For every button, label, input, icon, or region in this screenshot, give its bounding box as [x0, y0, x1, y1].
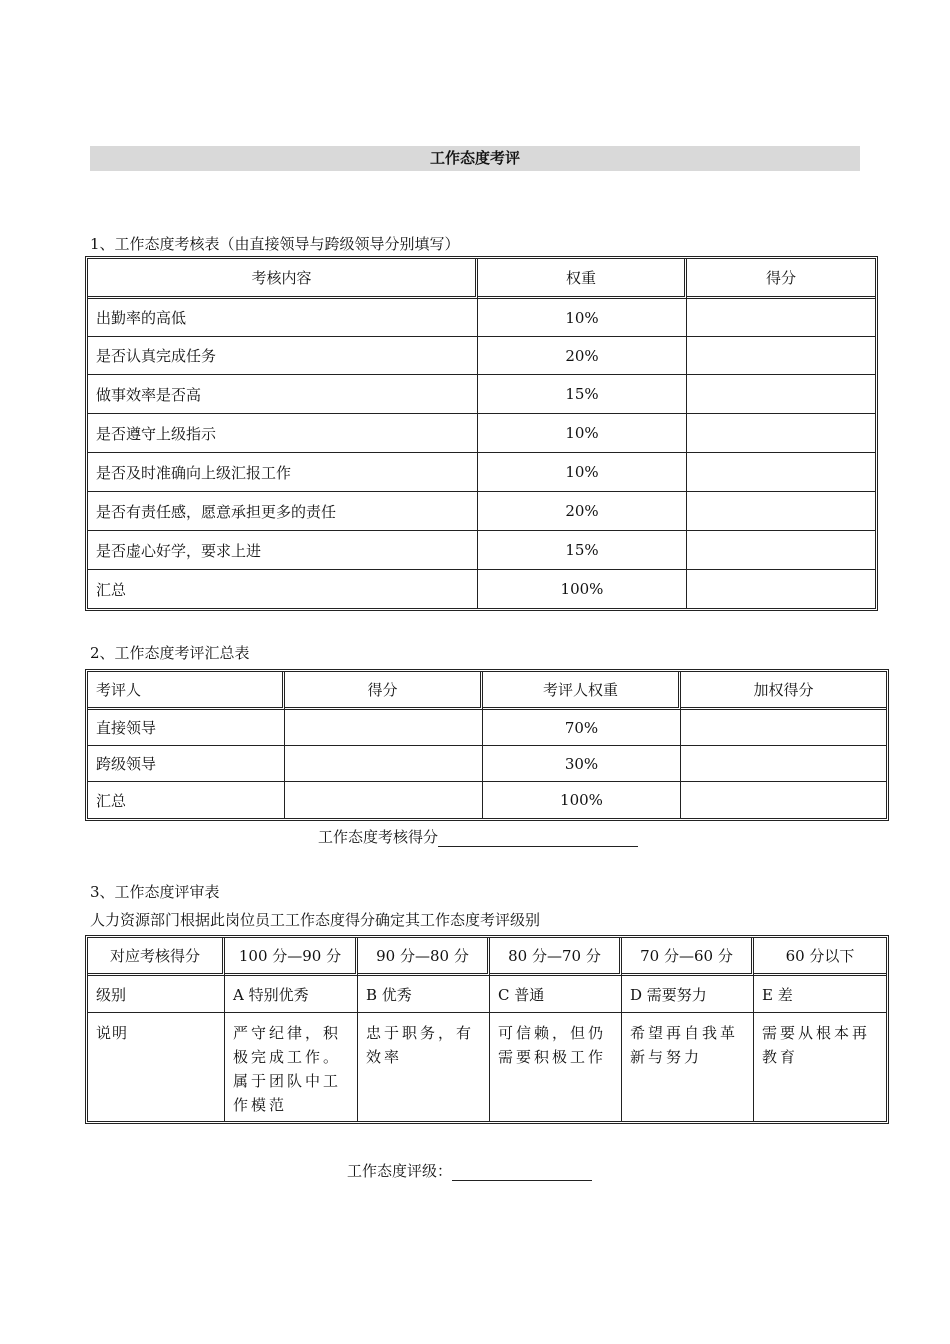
- header-evaluator: 考评人: [88, 672, 285, 710]
- score-cell[interactable]: [687, 299, 875, 337]
- evaluator-name: 跨级领导: [88, 746, 285, 782]
- evaluator-name: 直接领导: [88, 710, 285, 746]
- row-label-description: 说明: [88, 1013, 225, 1121]
- evaluator-name: 汇总: [88, 782, 285, 818]
- attitude-score-line: [318, 827, 638, 847]
- table-header-row: [88, 672, 886, 710]
- attitude-rating-line: [347, 1161, 592, 1181]
- description-cell: 严守纪律，积极完成工作。属于团队中工作模范: [225, 1013, 358, 1121]
- score-cell[interactable]: [285, 710, 483, 746]
- table-row: [88, 299, 875, 337]
- attitude-rating-label: 工作态度评级：: [347, 1162, 453, 1180]
- row-label-level: 级别: [88, 976, 225, 1013]
- section2-heading: 2、工作态度考评汇总表: [90, 644, 250, 662]
- level-cell: D 需要努力: [622, 976, 754, 1013]
- assessment-item: 做事效率是否高: [88, 375, 478, 414]
- header-score: 得分: [687, 259, 875, 299]
- score-range: 100 分—90 分: [225, 938, 358, 976]
- assessment-item: 汇总: [88, 570, 478, 608]
- table-row: [88, 375, 875, 414]
- assessment-item: 出勤率的高低: [88, 299, 478, 337]
- score-cell[interactable]: [687, 337, 875, 375]
- row-label-score-range: 对应考核得分: [88, 938, 225, 976]
- table-row: [88, 337, 875, 375]
- assessment-weight: 15%: [478, 531, 687, 570]
- section1-heading: 1、工作态度考核表（由直接领导与跨级领导分别填写）: [90, 235, 460, 253]
- header-weight: 权重: [478, 259, 687, 299]
- score-cell[interactable]: [687, 531, 875, 570]
- table-header-row: [88, 938, 886, 976]
- attitude-rating-input[interactable]: [452, 1162, 592, 1181]
- table-row: [88, 492, 875, 531]
- level-cell: A 特别优秀: [225, 976, 358, 1013]
- assessment-weight: 20%: [478, 492, 687, 531]
- assessment-weight: 10%: [478, 299, 687, 337]
- table-row: [88, 531, 875, 570]
- score-range: 60 分以下: [754, 938, 886, 976]
- score-cell[interactable]: [687, 492, 875, 531]
- score-cell[interactable]: [687, 570, 875, 608]
- table-header-row: [88, 259, 875, 299]
- assessment-item: 是否有责任感，愿意承担更多的责任: [88, 492, 478, 531]
- assessment-weight: 20%: [478, 337, 687, 375]
- assessment-weight: 100%: [478, 570, 687, 608]
- description-cell: 希望再自我革新与努力: [622, 1013, 754, 1121]
- weighted-score-cell[interactable]: [681, 782, 886, 818]
- score-cell[interactable]: [687, 414, 875, 453]
- attitude-review-table: [85, 935, 889, 1124]
- description-cell: 忠于职务，有效率: [358, 1013, 490, 1121]
- score-cell[interactable]: [687, 375, 875, 414]
- assessment-item: 是否虚心好学，要求上进: [88, 531, 478, 570]
- section3-heading: 3、工作态度评审表: [90, 883, 220, 901]
- score-cell[interactable]: [687, 453, 875, 492]
- level-cell: C 普通: [490, 976, 622, 1013]
- assessment-weight: 15%: [478, 375, 687, 414]
- level-cell: B 优秀: [358, 976, 490, 1013]
- page-title: 工作态度考评: [90, 146, 860, 171]
- assessment-item: 是否及时准确向上级汇报工作: [88, 453, 478, 492]
- evaluator-weight: 70%: [483, 710, 681, 746]
- assessment-item: 是否遵守上级指示: [88, 414, 478, 453]
- score-cell[interactable]: [285, 746, 483, 782]
- weighted-score-cell[interactable]: [681, 746, 886, 782]
- score-range: 90 分—80 分: [358, 938, 490, 976]
- assessment-weight: 10%: [478, 453, 687, 492]
- weighted-score-cell[interactable]: [681, 710, 886, 746]
- evaluation-summary-table: [85, 669, 889, 821]
- header-score: 得分: [285, 672, 483, 710]
- table-row-total: [88, 570, 875, 608]
- header-weighted-score: 加权得分: [681, 672, 886, 710]
- attitude-score-input[interactable]: [438, 828, 638, 847]
- table-row: [88, 746, 886, 782]
- header-assessment-content: 考核内容: [88, 259, 478, 299]
- table-row: [88, 414, 875, 453]
- assessment-weight: 10%: [478, 414, 687, 453]
- score-cell[interactable]: [285, 782, 483, 818]
- table-row-total: [88, 782, 886, 818]
- table-row-levels: [88, 976, 886, 1013]
- table-row-descriptions: [88, 1013, 886, 1121]
- description-cell: 需要从根本再教育: [762, 1024, 871, 1066]
- description-cell: 可信赖，但仍需要积极工作: [490, 1013, 622, 1121]
- score-range: 70 分—60 分: [622, 938, 754, 976]
- attitude-score-label: 工作态度考核得分: [318, 828, 439, 846]
- assessment-item: 是否认真完成任务: [88, 337, 478, 375]
- level-cell: E 差: [754, 976, 886, 1013]
- table-row: [88, 453, 875, 492]
- attitude-assessment-table: [85, 256, 878, 611]
- section3-intro: 人力资源部门根据此岗位员工工作态度得分确定其工作态度考评级别: [90, 911, 541, 929]
- header-evaluator-weight: 考评人权重: [483, 672, 681, 710]
- score-range: 80 分—70 分: [490, 938, 622, 976]
- evaluator-weight: 30%: [483, 746, 681, 782]
- evaluator-weight: 100%: [483, 782, 681, 818]
- table-row: [88, 710, 886, 746]
